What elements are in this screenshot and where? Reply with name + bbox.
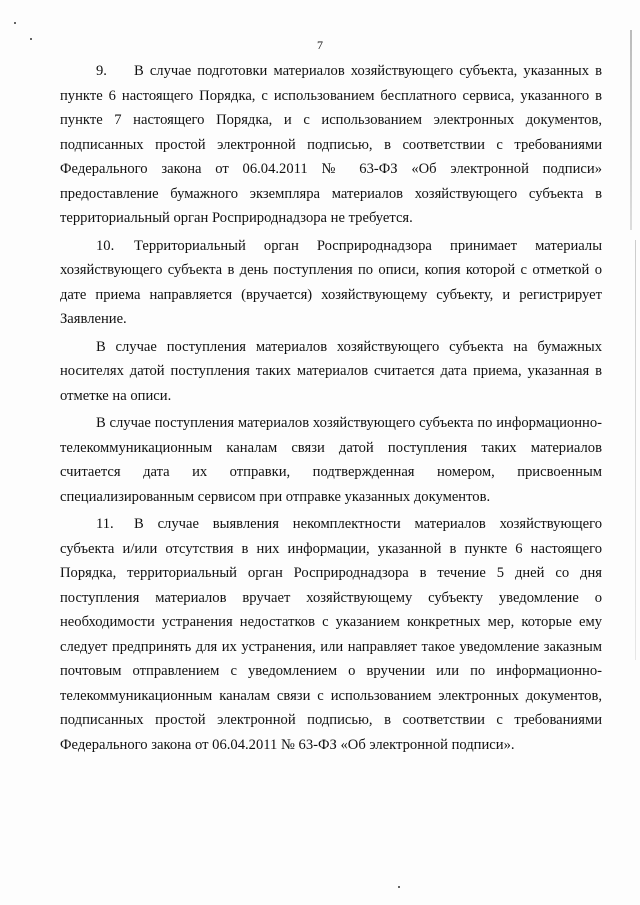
scan-edge-shadow bbox=[630, 30, 632, 230]
paragraph-number: 11. bbox=[96, 516, 114, 532]
paragraph-text: В случае выявления некомплектности материалов хозяйствующего субъекта и/или отсутствия в них информации, указанной в пункте 6 настоящего Порядка, территориальный орган Росприроднадзора в течение 5 дней со дня поступления материалов вручает хозяйствующему субъекту уведомление о необходимости устранения недостатков с указанием конкретных мер, которые ему следует предпринять для их устранения, или направляет такое уведомление заказным почтовым отправлением с уведомлением о вручении или по информационно-телекоммуникационным каналам связи с использованием электронных документов, подписанных простой электронной подписью, в соответствии с требованиями Федерального закона от 06.04.2011 № 63-ФЗ «Об электронной подписи». bbox=[60, 516, 602, 753]
paragraph-number: 10. bbox=[96, 237, 115, 254]
paragraph-11 bbox=[60, 512, 602, 757]
scan-speck bbox=[14, 22, 16, 24]
paragraph-10-paper bbox=[60, 335, 602, 409]
paragraph-text: В случае поступления материалов хозяйствующего субъекта по информационно-телекоммуникационным каналам связи датой поступления таких материалов считается дата их отправки, подтвержденная номером, присвоенным специализированным сервисом при отправке указанных документов. bbox=[60, 415, 602, 505]
page-number: 7 bbox=[317, 38, 323, 52]
paragraph-10-electronic bbox=[60, 411, 602, 509]
scan-speck bbox=[398, 886, 400, 888]
scan-edge-shadow-lower bbox=[635, 240, 636, 660]
paragraph-text: В случае подготовки материалов хозяйствующего субъекта, указанных в пункте 6 настоящего Порядка, с использованием бесплатного сервиса, указанного в пункте 7 настоящего Порядка, и с использованием электронных документов, подписанных простой электронной подписью, в соответствии с требованиями Федерального закона от 06.04.2011 № 63-ФЗ «Об электронной подписи» предоставление бумажного экземпляра материалов хозяйствующего субъекта в территориальный орган Росприроднадзора не требуется. bbox=[60, 63, 602, 226]
paragraph-10 bbox=[60, 234, 602, 332]
paragraph-text: Территориальный орган Росприроднадзора принимает материалы хозяйствующего субъекта в день поступления по описи, копия которой с отметкой о дате приема направляется (вручается) хозяйствующему субъекту, и регистрирует Заявление. bbox=[60, 237, 602, 327]
paragraph-text: В случае поступления материалов хозяйствующего субъекта на бумажных носителях датой поступления таких материалов считается дата приема, указанная в отметке на описи. bbox=[60, 338, 602, 404]
document-body bbox=[60, 59, 602, 760]
paragraph-number: 9. bbox=[96, 63, 107, 79]
paragraph-9 bbox=[60, 59, 602, 231]
